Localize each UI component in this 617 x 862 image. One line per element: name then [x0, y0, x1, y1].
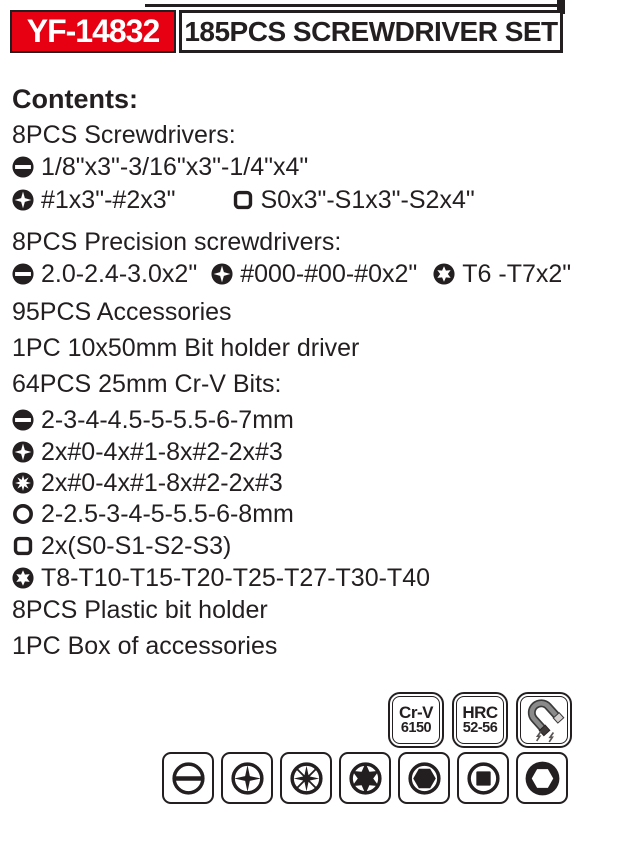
content-line — [12, 185, 612, 215]
content-line — [12, 595, 612, 625]
contents-heading: Contents: — [12, 84, 138, 114]
bit-box-slotted — [162, 752, 214, 804]
phillips-icon — [211, 263, 233, 285]
line-segment — [232, 186, 475, 215]
phillips-icon — [12, 189, 34, 211]
line-text: 2x#0-4x#1-8x#2-2x#3 — [41, 468, 283, 497]
product-title: 185PCS SCREWDRIVER SET — [179, 10, 563, 53]
line-segment — [12, 186, 176, 215]
line-text: 8PCS Precision screwdrivers: — [12, 227, 342, 256]
slotted-bit-icon — [168, 758, 209, 799]
content-line — [12, 468, 612, 498]
square-recess-icon — [12, 535, 34, 557]
hex-socket-bit-icon — [522, 758, 563, 799]
line-segment — [211, 260, 417, 289]
line-text: #1x3"-#2x3" — [41, 185, 176, 214]
bit-box-phillips — [221, 752, 273, 804]
phillips-bit-icon — [227, 758, 268, 799]
line-text: 1PC 10x50mm Bit holder driver — [12, 333, 360, 362]
crv-steel-badge-inner — [392, 696, 440, 744]
content-line — [12, 369, 612, 399]
slotted-icon — [12, 409, 34, 431]
line-text: 2.0-2.4-3.0x2" — [41, 259, 198, 288]
crop-artifact-line — [145, 4, 560, 7]
line-text: 2x#0-4x#1-8x#2-2x#3 — [41, 437, 283, 466]
magnetic-badge — [516, 692, 572, 748]
crv-label: Cr-V — [399, 702, 433, 722]
line-segment — [433, 260, 571, 289]
line-text: 95PCS Accessories — [12, 297, 232, 326]
slotted-icon — [12, 263, 34, 285]
line-text: T6 -T7x2" — [462, 259, 572, 288]
hardness-badge — [452, 692, 508, 748]
line-text: 8PCS Plastic bit holder — [12, 595, 268, 624]
magnetic-badge-inner — [520, 696, 568, 744]
crv-steel-badge — [388, 692, 444, 748]
pozidriv-icon — [12, 472, 34, 494]
content-line — [12, 333, 612, 363]
hex-bit-icon — [12, 503, 34, 525]
content-line — [12, 259, 612, 289]
bit-box-torx — [339, 752, 391, 804]
hex-bit-icon — [404, 758, 445, 799]
line-text: 2x(S0-S1-S2-S3) — [41, 531, 232, 560]
line-text: 1PC Box of accessories — [12, 631, 278, 660]
contents-section — [12, 84, 612, 661]
hrc-label: HRC — [462, 702, 498, 722]
bit-box-pozidriv — [280, 752, 332, 804]
header — [10, 10, 563, 53]
model-number-badge: YF-14832 — [10, 10, 176, 53]
line-text: 64PCS 25mm Cr-V Bits: — [12, 369, 282, 398]
pozidriv-bit-icon — [286, 758, 327, 799]
line-text: #000-#00-#0x2" — [240, 259, 418, 288]
content-line — [12, 227, 612, 257]
content-line — [12, 120, 612, 150]
content-line — [12, 563, 612, 593]
torx-icon — [12, 567, 34, 589]
crv-grade: 6150 — [400, 720, 432, 737]
torx-bit-icon — [345, 758, 386, 799]
bit-box-hex — [398, 752, 450, 804]
torx-icon — [433, 263, 455, 285]
content-line — [12, 531, 612, 561]
square-bit-icon — [463, 758, 504, 799]
line-text: T8-T10-T15-T20-T25-T27-T30-T40 — [41, 563, 431, 592]
line-text: 1/8"x3"-3/16"x3"-1/4"x4" — [41, 152, 309, 181]
content-line — [12, 499, 612, 529]
square-recess-icon — [232, 189, 254, 211]
content-line — [12, 631, 612, 661]
line-segment — [12, 260, 197, 289]
slotted-icon — [12, 156, 34, 178]
content-line — [12, 437, 612, 467]
content-line — [12, 405, 612, 435]
line-text: 2-2.5-3-4-5-5.5-6-8mm — [41, 499, 294, 528]
phillips-icon — [12, 441, 34, 463]
content-line — [12, 152, 612, 182]
line-text: 8PCS Screwdrivers: — [12, 120, 236, 149]
magnet-icon — [523, 697, 565, 743]
line-text: S0x3"-S1x3"-S2x4" — [260, 185, 475, 214]
hrc-range: 52-56 — [462, 720, 498, 737]
content-line — [12, 297, 612, 327]
hardness-badge-inner — [456, 696, 504, 744]
bit-box-square — [457, 752, 509, 804]
line-text: 2-3-4-4.5-5-5.5-6-7mm — [41, 405, 294, 434]
bit-box-hex-socket — [516, 752, 568, 804]
